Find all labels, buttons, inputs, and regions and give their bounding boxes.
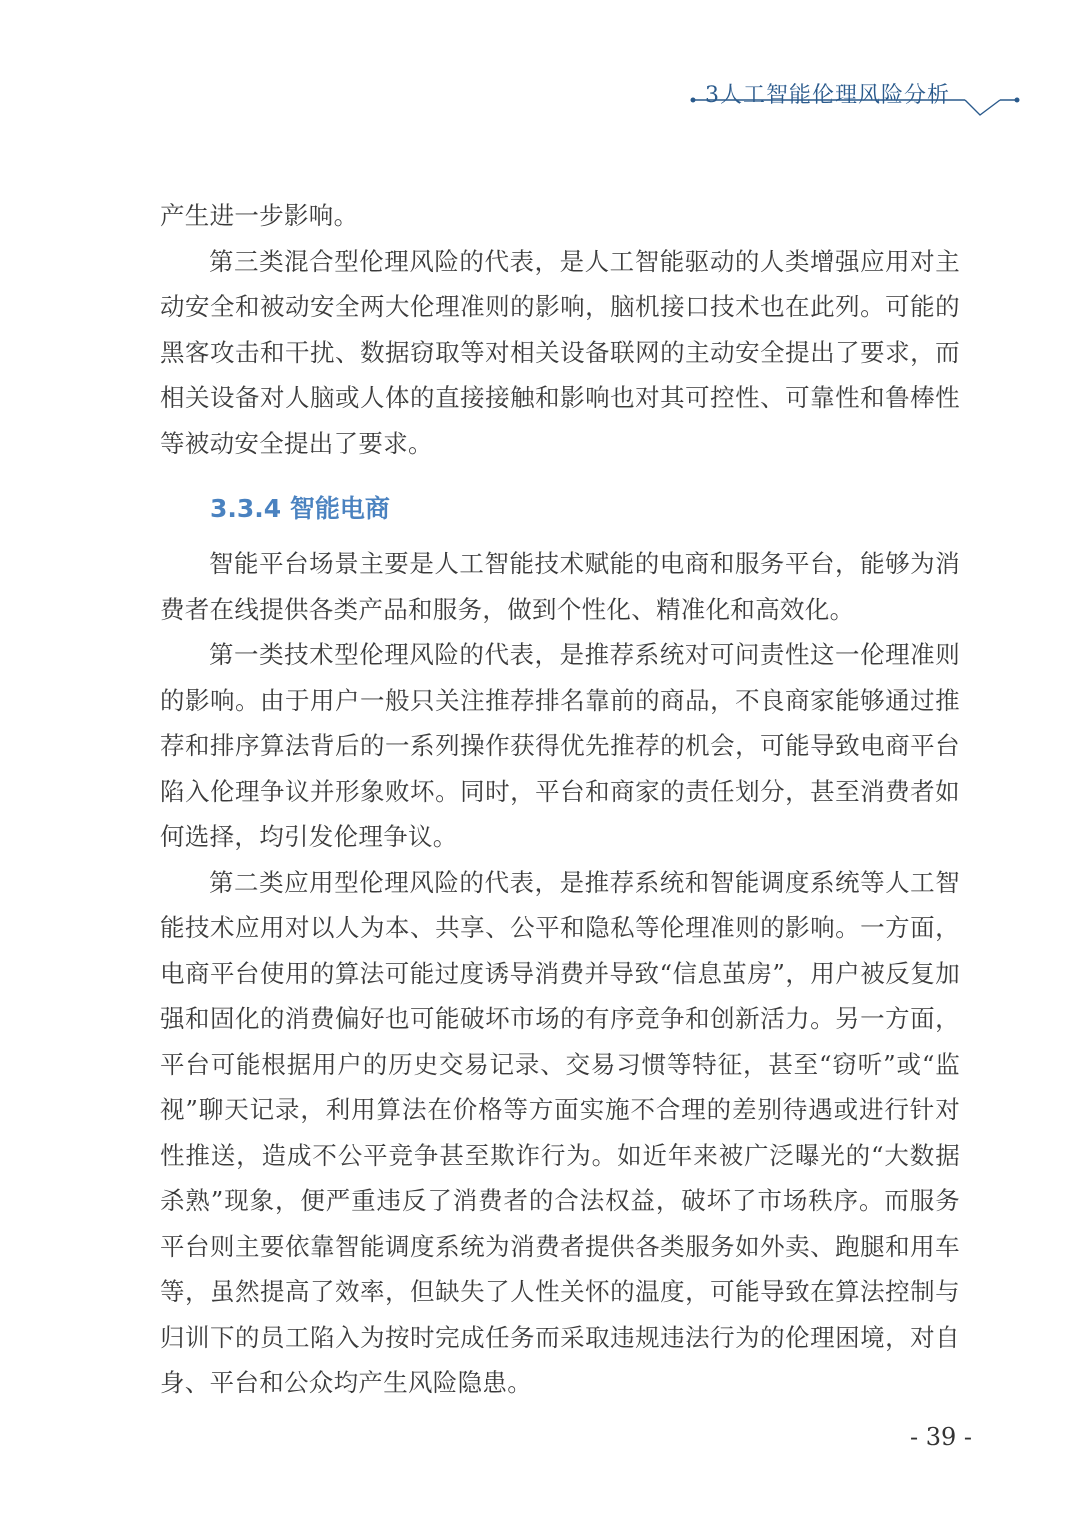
paragraph-platform-scene: 智能平台场景主要是人工智能技术赋能的电商和服务平台，能够为消费者在线提供各类产品和服务，做到个性化、精准化和高效化。: [160, 549, 960, 624]
page-body: [160, 193, 960, 1406]
running-header: [690, 78, 1020, 118]
section-heading: 3.3.4 智能电商: [210, 494, 390, 523]
paragraph-hybrid-risk: 第三类混合型伦理风险的代表，是人工智能驱动的人类增强应用对主动安全和被动安全两大伦理准则的影响，脑机接口技术也在此列。可能的黑客攻击和干扰、数据窃取等对相关设备联网的主动安全提出了要求，而相关设备对人脑或人体的直接接触和影响也对其可控性、可靠性和鲁棒性等被动安全提出了要求。: [160, 246, 960, 458]
chapter-title: 3人工智能伦理风险分析: [705, 83, 950, 108]
paragraph-technical-risk: 第一类技术型伦理风险的代表，是推荐系统对可问责性这一伦理准则的影响。由于用户一般只关注推荐排名靠前的商品，不良商家能够通过推荐和排序算法背后的一系列操作获得优先推荐的机会，可能导致电商平台陷入伦理争议并形象败坏。同时，平台和商家的责任划分，甚至消费者如何选择，均引发伦理争议。: [160, 640, 960, 851]
page-number: - 39 -: [909, 1423, 972, 1451]
paragraph-continuation: 产生进一步影响。: [160, 201, 359, 230]
paragraph-application-risk: 第二类应用型伦理风险的代表，是推荐系统和智能调度系统等人工智能技术应用对以人为本、共享、公平和隐私等伦理准则的影响。一方面，电商平台使用的算法可能过度诱导消费并导致“信息茧房”，用户被反复加强和固化的消费偏好也可能破坏市场的有序竞争和创新活力。另一方面，平台可能根据用户的历史交易记录、交易习惯等特征，甚至“窃听”或“监视”聊天记录，利用算法在价格等方面实施不合理的差别待遇或进行针对性推送，造成不公平竞争甚至欺诈行为。如近年来被广泛曝光的“大数据杀熟”现象，便严重违反了消费者的合法权益，破坏了市场秩序。而服务平台则主要依靠智能调度系统为消费者提供各类服务如外卖、跑腿和用车等，虽然提高了效率，但缺失了人性关怀的温度，可能导致在算法控制与归训下的员工陷入为按时完成任务而采取违规违法行为的伦理困境，对自身、平台和公众均产生风险隐患。: [160, 867, 960, 1397]
